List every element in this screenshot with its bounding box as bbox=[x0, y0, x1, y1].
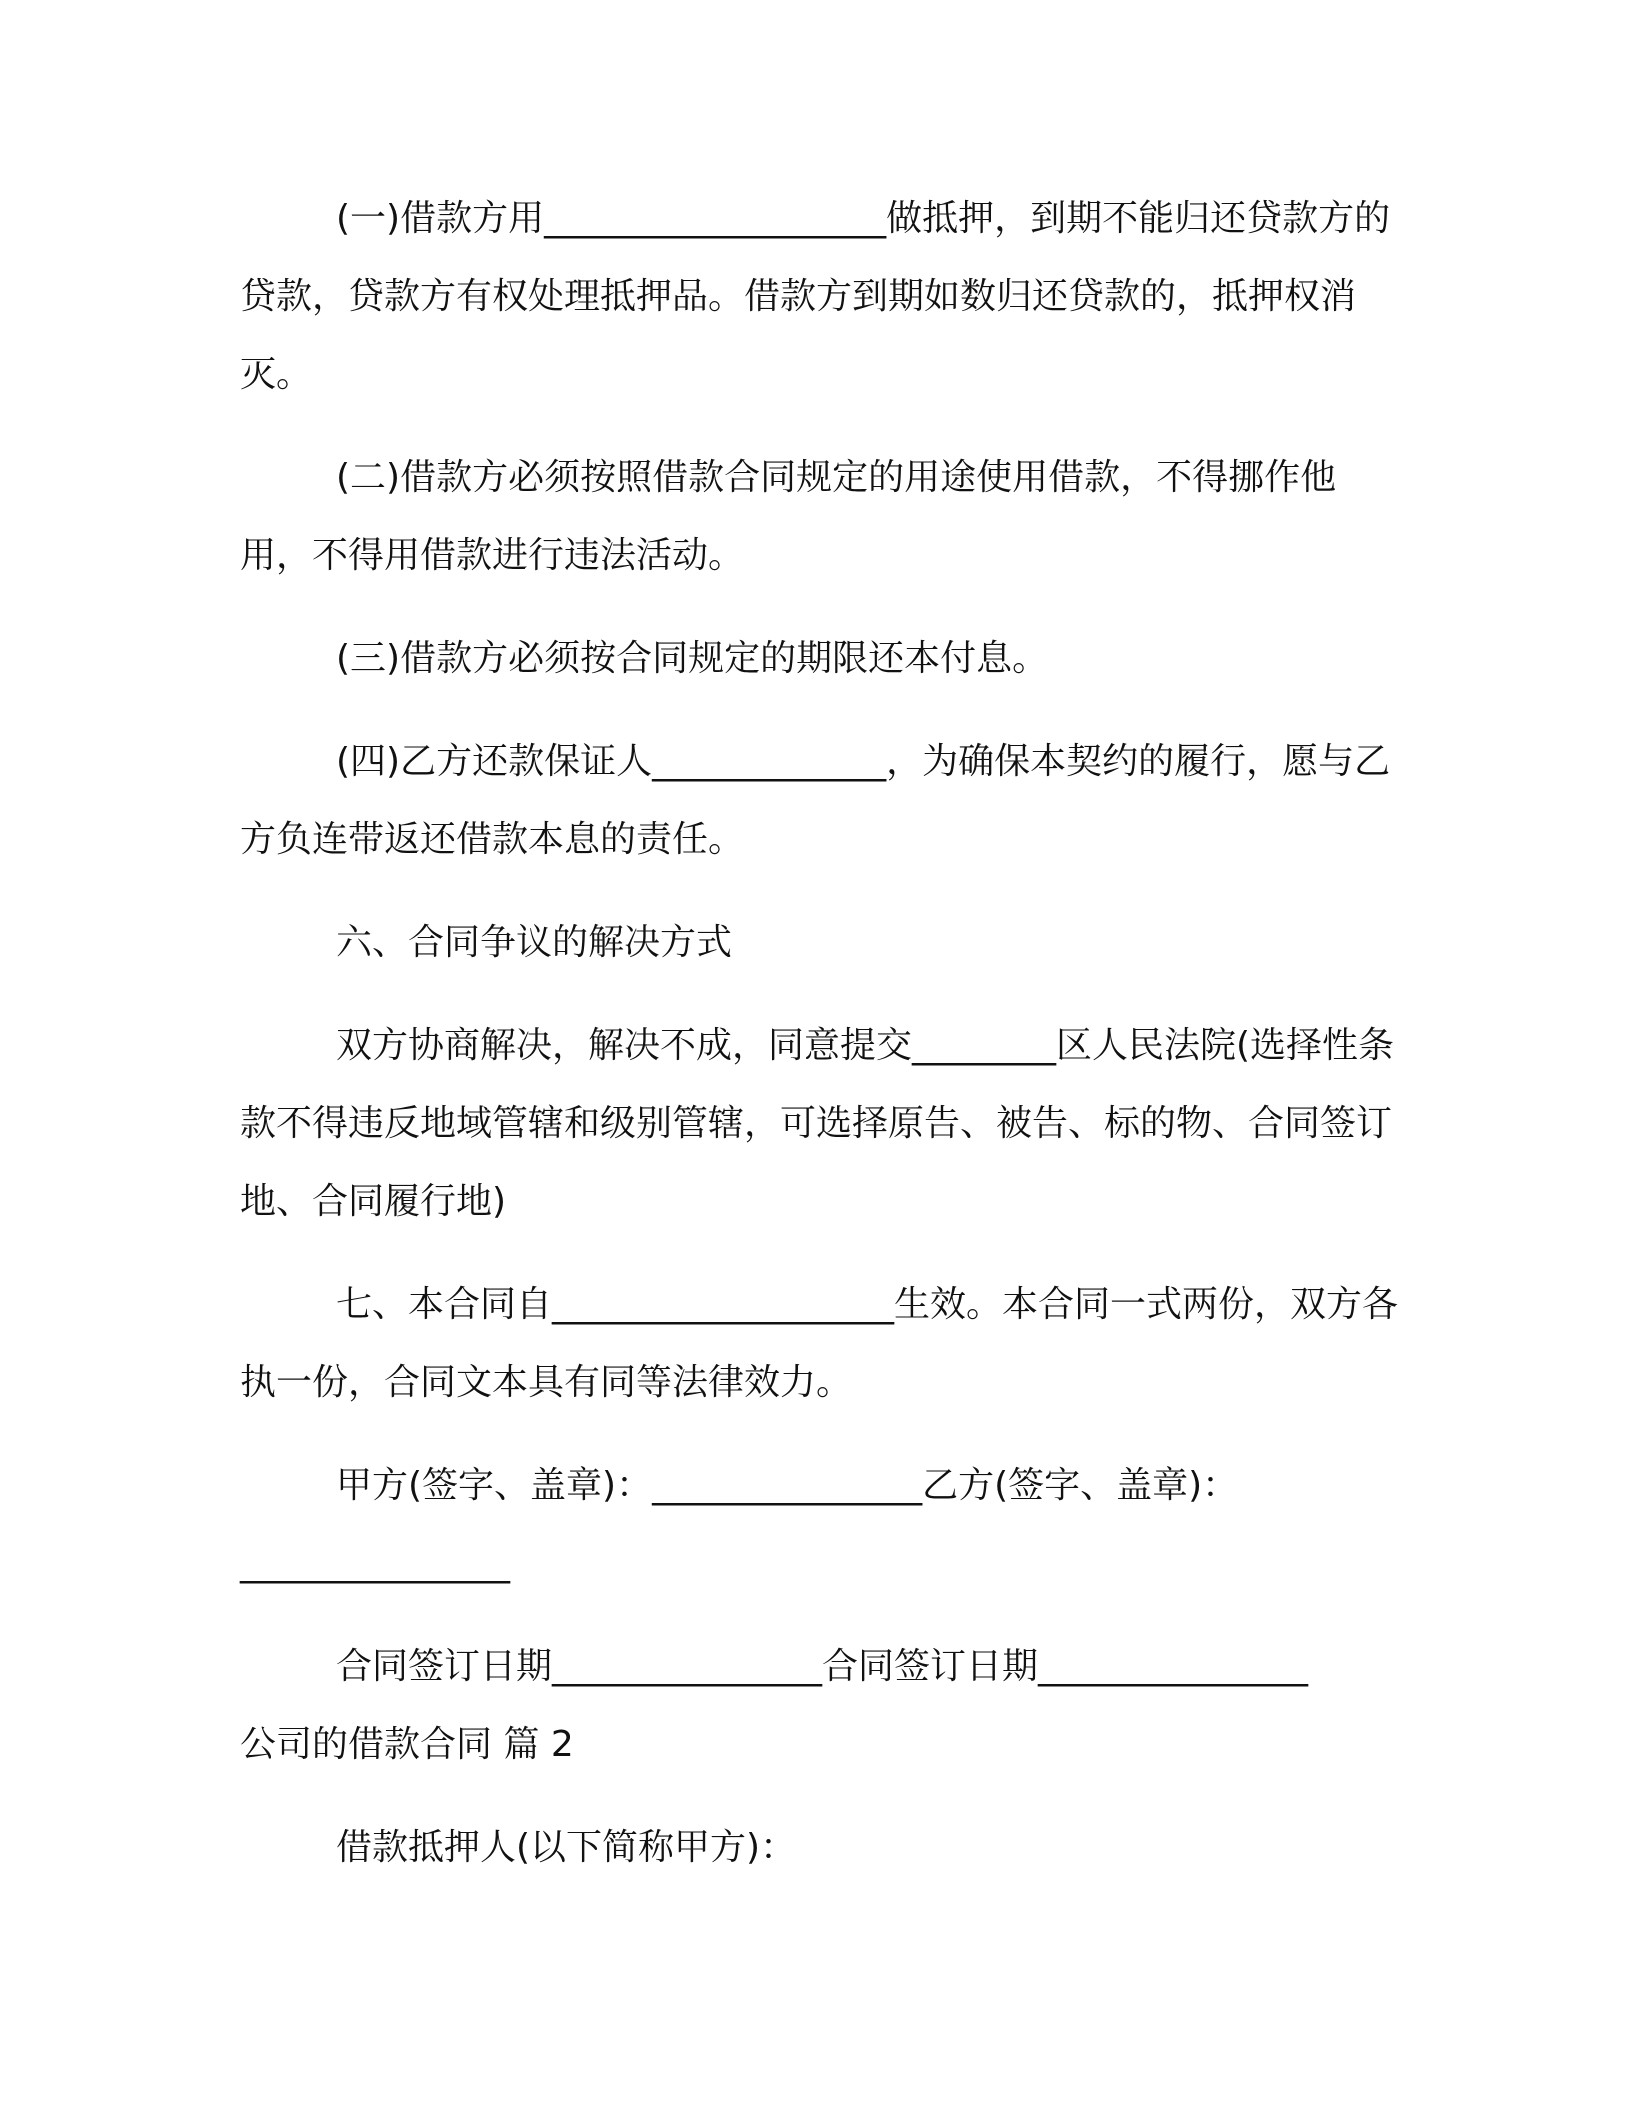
clause-dispute-resolution: 双方协商解决，解决不成，同意提交________区人民法院(选择性条款不得违反地域管辖和级别管辖，可选择原告、被告、标的物、合同签订地、合同履行地) bbox=[240, 1025, 1395, 1222]
signing-date-line: 合同签订日期_______________合同签订日期_______________ bbox=[336, 1646, 1309, 1687]
signature-line: 甲方(签字、盖章)：_______________乙方(签字、盖章)：_______________ bbox=[240, 1465, 1239, 1584]
clause-guarantor: (四)乙方还款保证人_____________，为确保本契约的履行，愿与乙方负连带返还借款本息的责任。 bbox=[240, 741, 1391, 860]
clause-mortgage: (一)借款方用___________________做抵押，到期不能归还贷款方的贷款，贷款方有权处理抵押品。借款方到期如数归还贷款的，抵押权消灭。 bbox=[240, 198, 1391, 395]
document-body bbox=[240, 180, 1400, 1887]
clause-repayment-term: (三)借款方必须按合同规定的期限还本付息。 bbox=[336, 638, 1049, 679]
section-dispute-heading: 六、合同争议的解决方式 bbox=[336, 922, 733, 963]
clause-loan-usage: (二)借款方必须按照借款合同规定的用途使用借款，不得挪作他用，不得用借款进行违法活动。 bbox=[240, 457, 1337, 576]
borrower-mortgagor-line: 借款抵押人(以下简称甲方)： bbox=[336, 1827, 797, 1868]
clause-effective-date: 七、本合同自___________________生效。本合同一式两份，双方各执一份，合同文本具有同等法律效力。 bbox=[240, 1284, 1399, 1403]
contract-2-title: 公司的借款合同 篇 2 bbox=[240, 1724, 574, 1765]
